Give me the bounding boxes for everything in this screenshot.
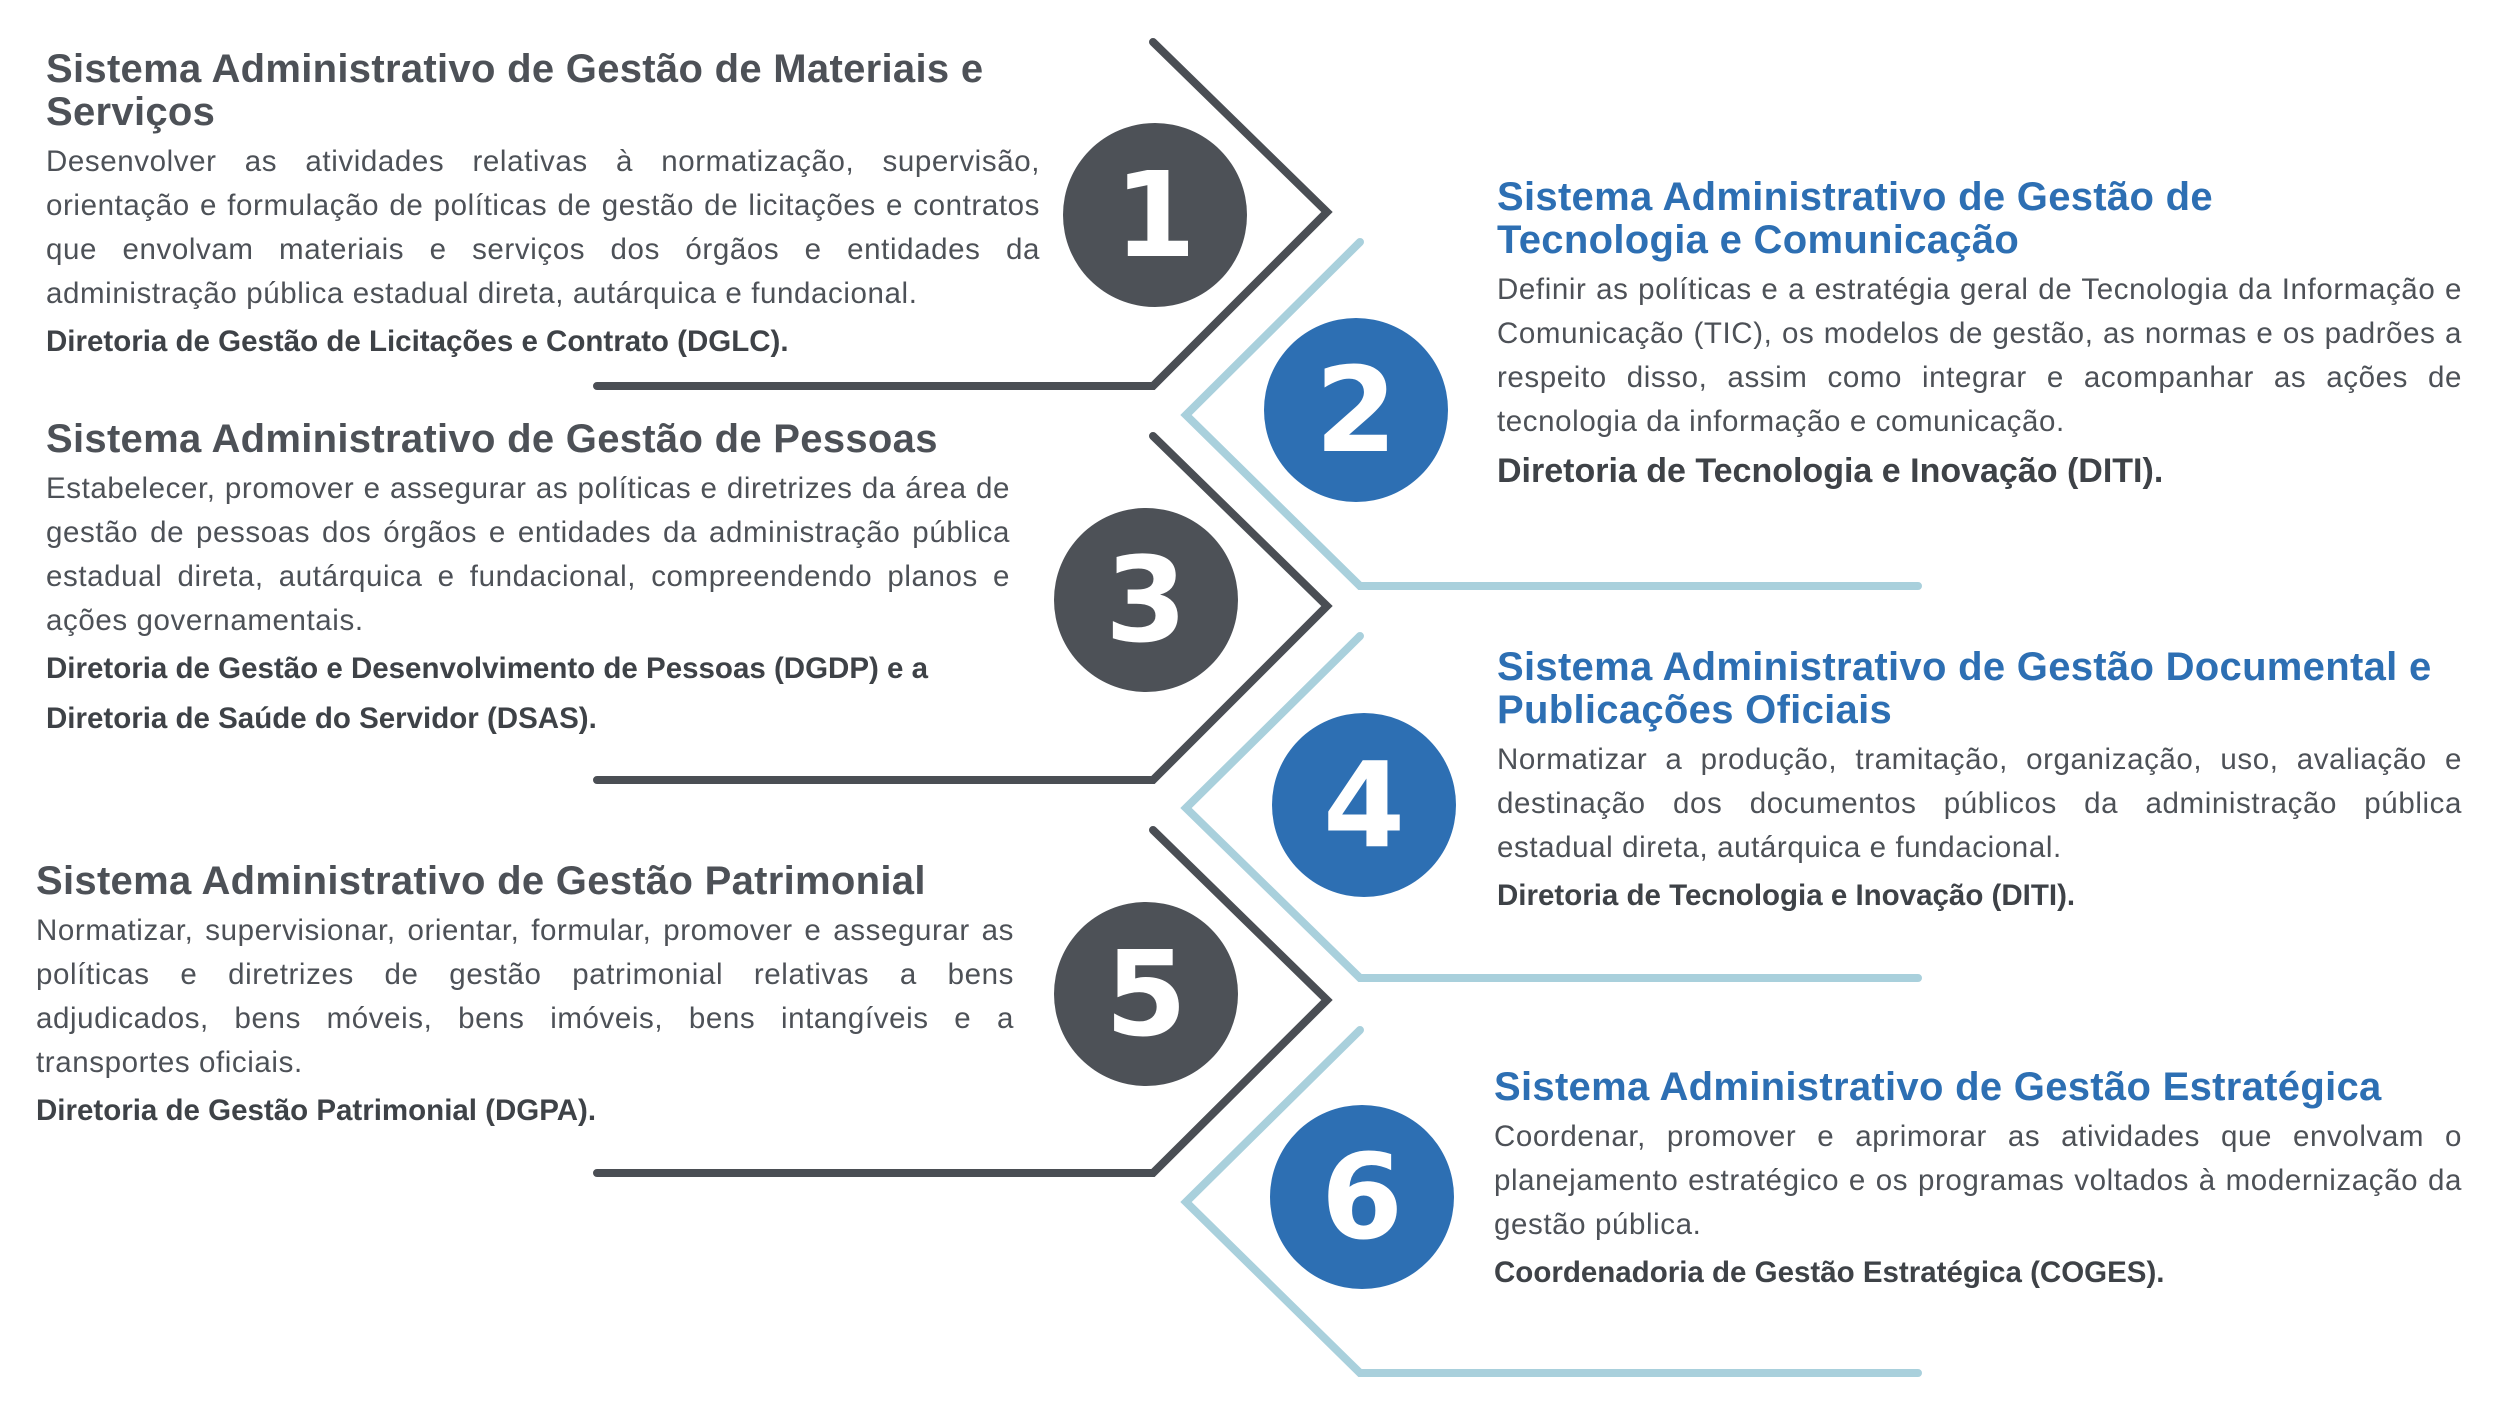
- item-1-title: Sistema Administrativo de Gestão de Materiais e Serviços: [46, 47, 984, 134]
- step-3-circle: [1054, 508, 1238, 692]
- item-1-department: Diretoria de Gestão de Licitações e Contrato (DGLC).: [46, 325, 789, 358]
- item-3: [46, 418, 1010, 743]
- item-2-department: Diretoria de Tecnologia e Inovação (DITI).: [1497, 452, 2164, 490]
- item-5: [36, 860, 1014, 1135]
- item-4: [1497, 646, 2462, 920]
- step-5-circle: [1054, 902, 1238, 1086]
- item-4-department: Diretoria de Tecnologia e Inovação (DITI).: [1497, 879, 2076, 912]
- step-2-number: 2: [1314, 341, 1398, 479]
- step-3-number: 3: [1104, 531, 1188, 669]
- step-1-number: 1: [1113, 146, 1197, 284]
- item-5-description: Normatizar, supervisionar, orientar, formular, promover e assegurar as políticas e diretrizes de gestão patrimonial relativas a bens adjudicados, bens móveis, bens imóveis, bens intangíveis e a transportes oficiais.: [36, 914, 1014, 1079]
- item-2-description: Definir as políticas e a estratégia geral de Tecnologia da Informação e Comunicação (TIC), os modelos de gestão, as normas e os padrões a respeito disso, assim como integrar e acompanhar as ações de tecnologia da informação e comunicação.: [1497, 273, 2462, 438]
- step-4-number: 4: [1322, 736, 1406, 874]
- item-1: [46, 48, 1040, 366]
- item-1-description: Desenvolver as atividades relativas à normatização, supervisão, orientação e formulação de políticas de gestão de licitações e contratos que envolvam materiais e serviços dos órgãos e entidades da administração pública estadual direta, autárquica e fundacional.: [46, 145, 1040, 310]
- item-6-description: Coordenar, promover e aprimorar as atividades que envolvam o planejamento estratégico e os programas voltados à modernização da gestão pública.: [1494, 1120, 2462, 1241]
- step-2-circle: [1264, 318, 1448, 502]
- step-1-circle: [1063, 123, 1247, 307]
- step-5-number: 5: [1104, 925, 1188, 1063]
- item-4-title: Sistema Administrativo de Gestão Documental e Publicações Oficiais: [1497, 645, 2432, 732]
- step-4-circle: [1272, 713, 1456, 897]
- item-3-title: Sistema Administrativo de Gestão de Pessoas: [46, 417, 938, 461]
- item-3-department-1: Diretoria de Gestão e Desenvolvimento de Pessoas (DGDP) e a: [46, 652, 929, 685]
- item-6-department: Coordenadoria de Gestão Estratégica (COGES).: [1494, 1256, 2165, 1289]
- item-6: [1494, 1066, 2462, 1297]
- item-5-department: Diretoria de Gestão Patrimonial (DGPA).: [36, 1094, 597, 1127]
- item-3-department-2: Diretoria de Saúde do Servidor (DSAS).: [46, 702, 597, 735]
- item-6-title: Sistema Administrativo de Gestão Estratégica: [1494, 1065, 2382, 1109]
- item-2: [1497, 176, 2462, 496]
- item-3-description: Estabelecer, promover e assegurar as políticas e diretrizes da área de gestão de pessoas dos órgãos e entidades da administração pública estadual direta, autárquica e fundacional, compreendendo planos e ações governamentais.: [46, 472, 1010, 637]
- item-4-description: Normatizar a produção, tramitação, organização, uso, avaliação e destinação dos documentos públicos da administração pública estadual direta, autárquica e fundacional.: [1497, 743, 2462, 864]
- item-5-title: Sistema Administrativo de Gestão Patrimonial: [36, 859, 926, 903]
- step-6-circle: [1270, 1105, 1454, 1289]
- item-2-title: Sistema Administrativo de Gestão de Tecnologia e Comunicação: [1497, 175, 2213, 262]
- step-6-number: 6: [1320, 1128, 1404, 1266]
